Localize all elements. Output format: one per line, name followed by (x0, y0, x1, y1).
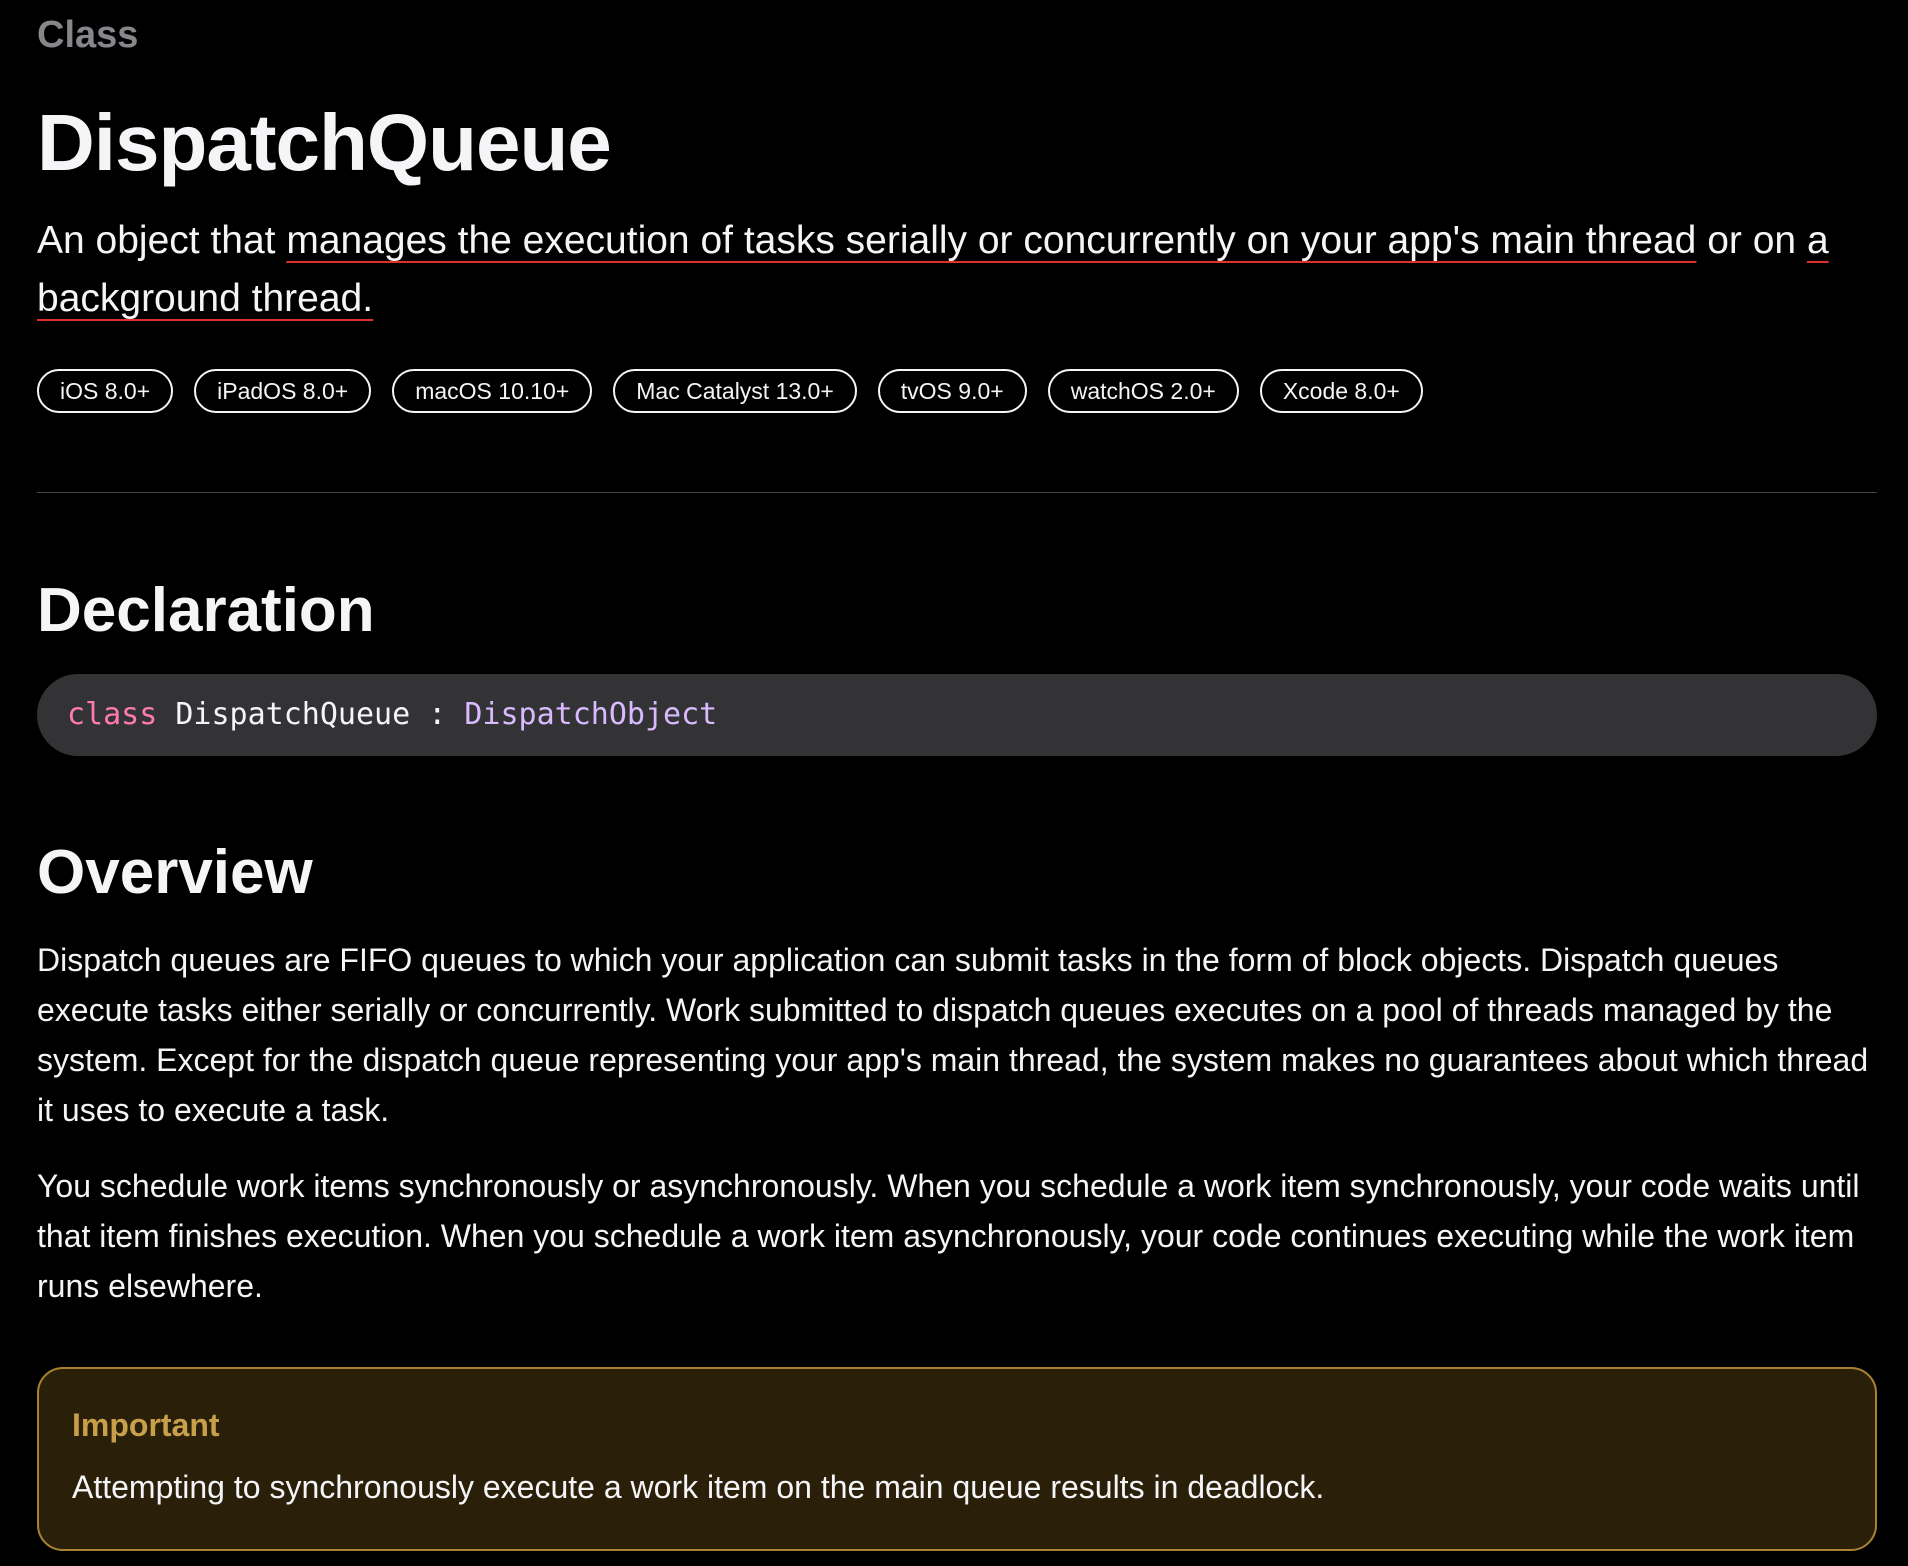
availability-badge-ios[interactable]: iOS 8.0+ (37, 369, 173, 413)
availability-badge-macos[interactable]: macOS 10.10+ (392, 369, 592, 413)
code-superclass-link[interactable]: DispatchObject (464, 697, 718, 732)
important-callout-body: Attempting to synchronously execute a work item on the main queue results in deadlock. (72, 1469, 1325, 1505)
abstract (37, 212, 1877, 328)
abstract-spellcheck-text-2: a background thread. (37, 219, 1829, 320)
abstract-lead: An object that (37, 219, 287, 262)
page-title: DispatchQueue (37, 98, 611, 187)
availability-badge-watchos[interactable]: watchOS 2.0+ (1048, 369, 1239, 413)
overview-heading: Overview (37, 838, 313, 907)
availability-badge-tvos[interactable]: tvOS 9.0+ (878, 369, 1027, 413)
overview-paragraph-2: You schedule work items synchronously or asynchronously. When you schedule a work item synchronously, your code waits until that item finishes execution. When you schedule a work item asynchronously, your code continues executing while the work item runs elsewhere. (37, 1168, 1860, 1304)
availability-badge-ipados[interactable]: iPadOS 8.0+ (194, 369, 371, 413)
important-callout (37, 1367, 1877, 1551)
abstract-middle: or on (1696, 219, 1807, 262)
code-type-name: DispatchQueue (175, 697, 411, 732)
code-separator: : (428, 697, 447, 732)
code-keyword: class (67, 697, 158, 732)
abstract-spellcheck-text: manages the execution of tasks serially or concurrently on your app's main thread (286, 219, 1697, 262)
overview-paragraph-1: Dispatch queues are FIFO queues to which your application can submit tasks in the form of block objects. Dispatch queues execute tasks either serially or concurrently. Work submitted to dispatch queues executes on a pool of threads managed by the system. Except for the dispatch queue representing your app's main thread, the system makes no guarantees about which thread it uses to execute a task. (37, 942, 1869, 1128)
availability-badges (37, 369, 1423, 413)
availability-badge-mac-catalyst[interactable]: Mac Catalyst 13.0+ (613, 369, 857, 413)
section-divider (37, 492, 1877, 493)
important-callout-title: Important (72, 1407, 220, 1443)
declaration-code-block (37, 674, 1877, 756)
symbol-kind-eyebrow: Class (37, 14, 139, 56)
availability-badge-xcode[interactable]: Xcode 8.0+ (1260, 369, 1423, 413)
declaration-heading: Declaration (37, 576, 375, 645)
